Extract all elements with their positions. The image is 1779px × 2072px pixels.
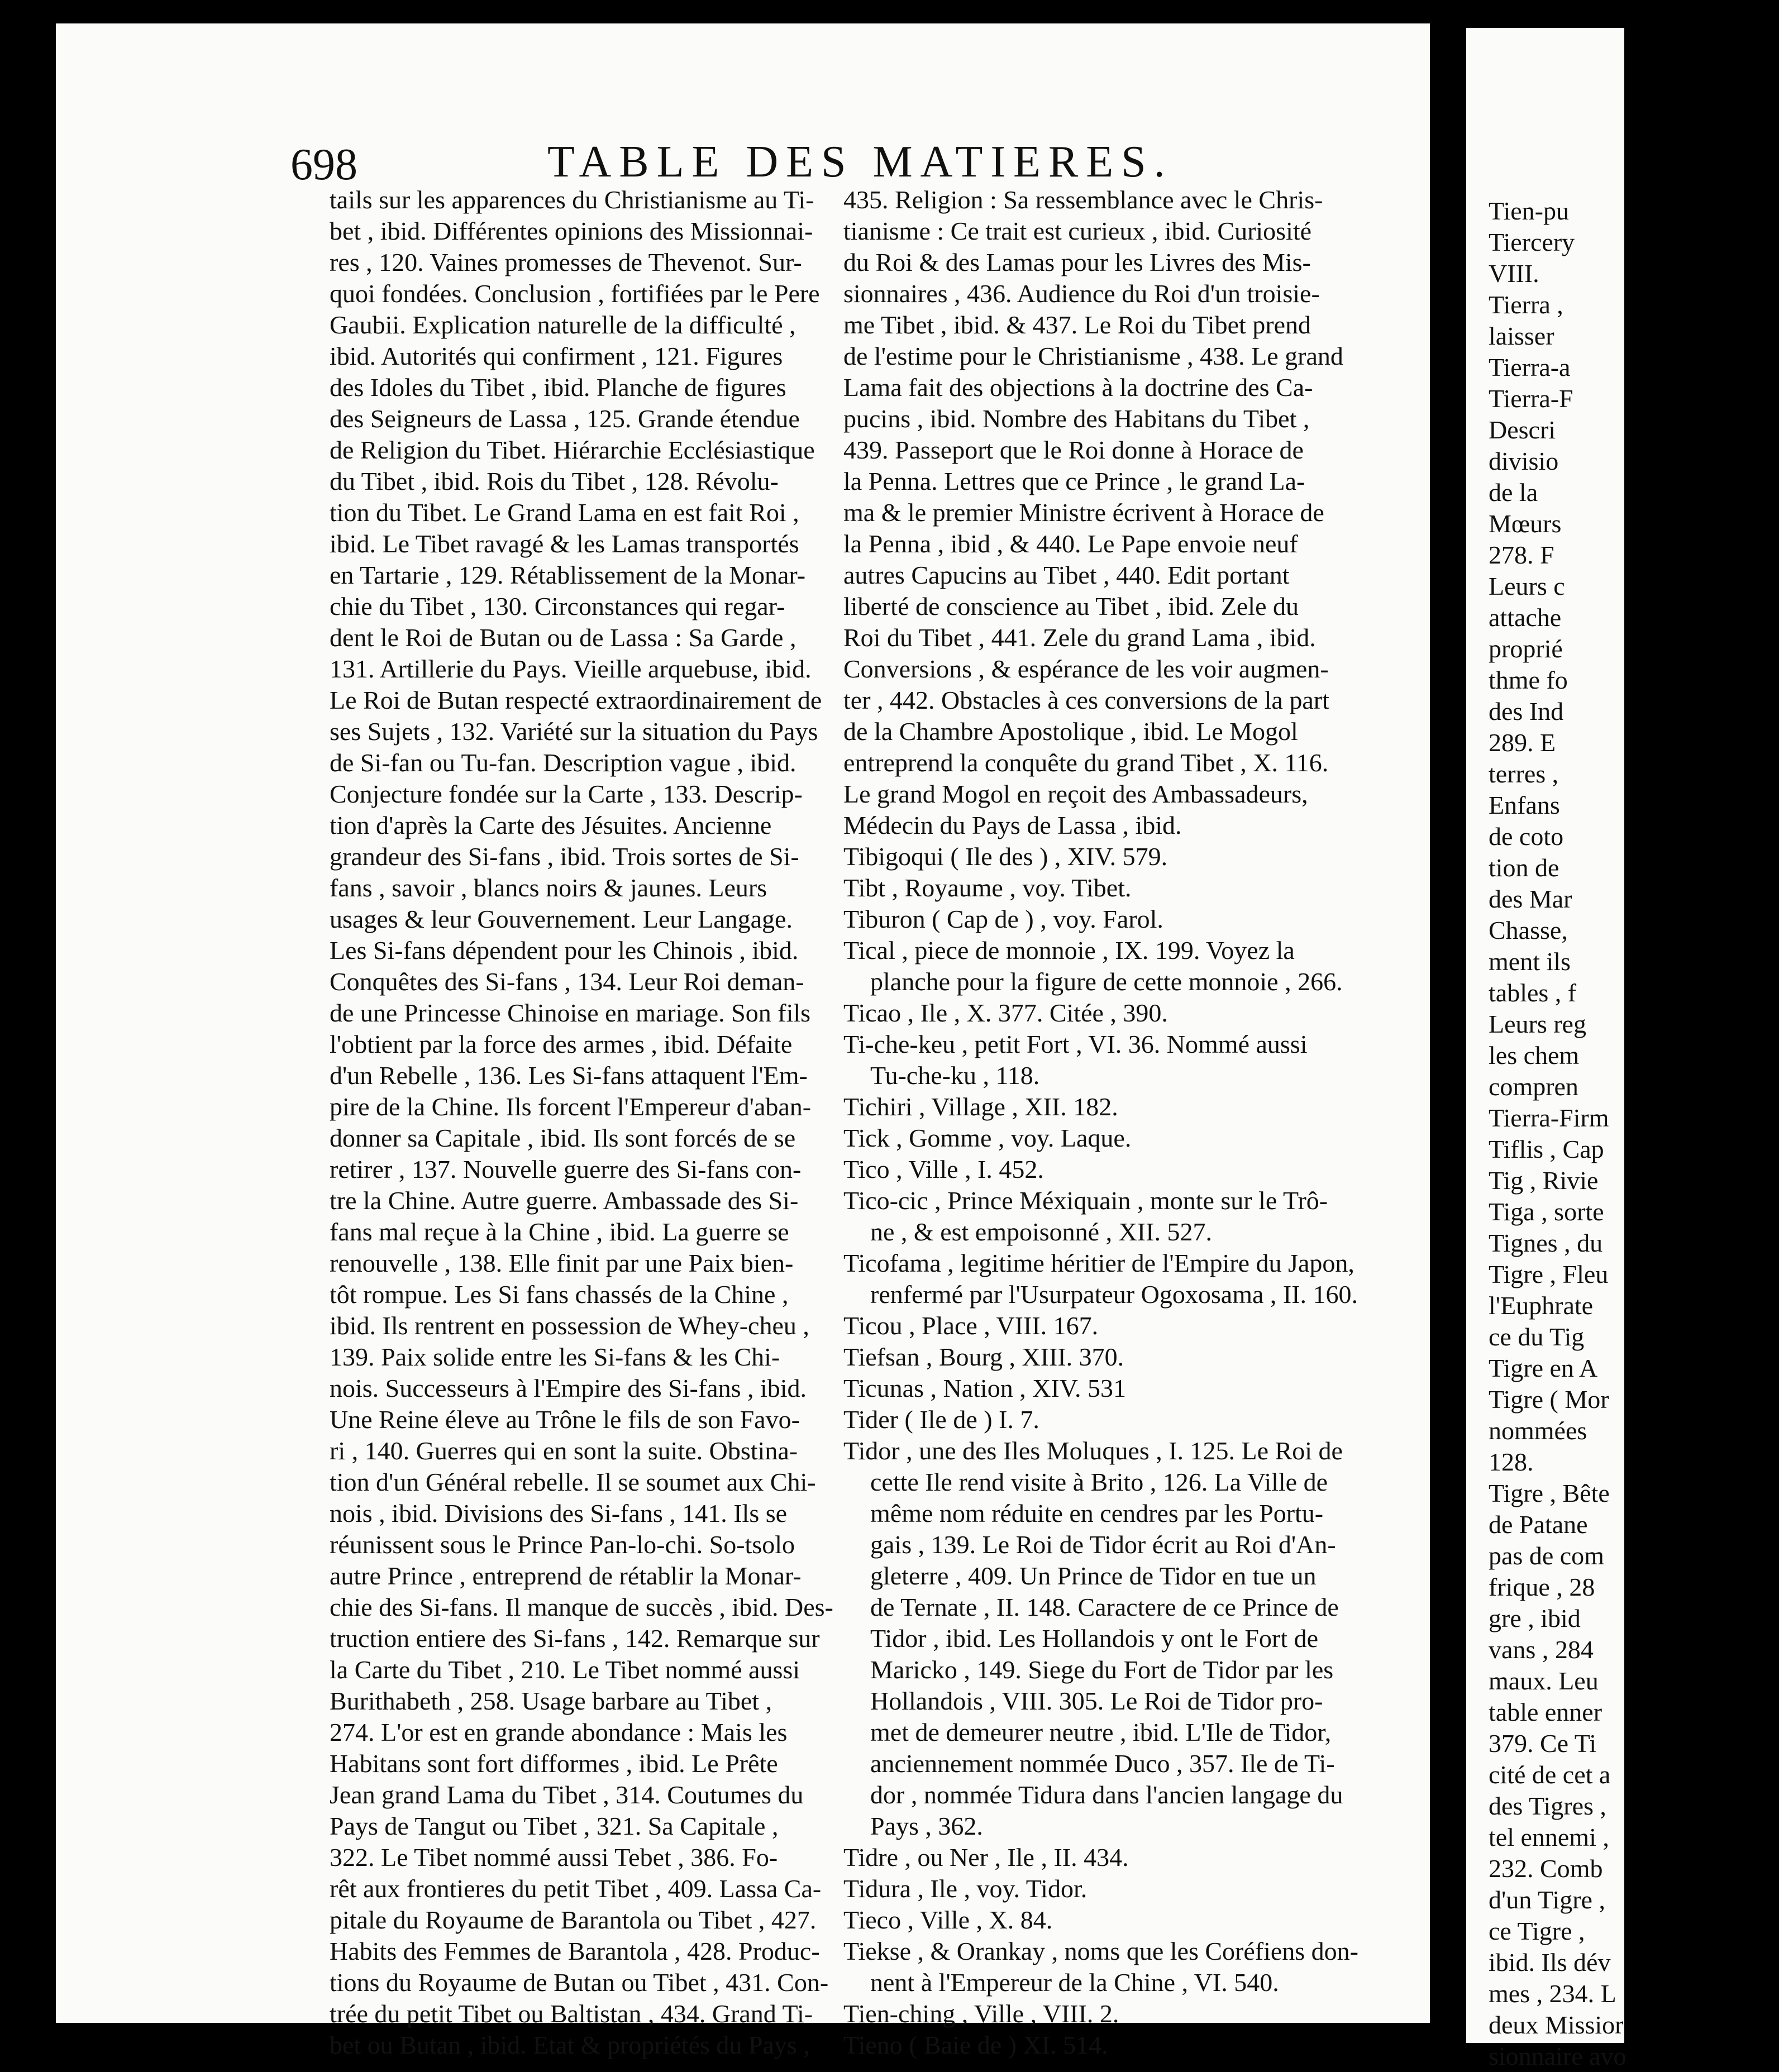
index-line: truction entiere des Si-fans , 142. Remarque sur	[330, 1624, 820, 1653]
index-line: de une Princesse Chinoise en mariage. Son fils	[330, 999, 811, 1027]
index-line: Tick , Gomme , voy. Laque.	[843, 1124, 1132, 1152]
index-line: anciennement nommée Duco , 357. Ile de Ti-	[870, 1749, 1335, 1778]
index-line: Tiekse , & Orankay , noms que les Coréfiens don-	[843, 1937, 1358, 1965]
index-line: Une Reine éleve au Trône le fils de son Favo-	[330, 1405, 800, 1434]
index-line: cité de cet a	[1489, 1760, 1611, 1789]
index-line: des Idoles du Tibet , ibid. Planche de figures	[330, 373, 786, 402]
index-line: sionnaires , 436. Audience du Roi d'un troisie-	[843, 279, 1320, 308]
index-line: Mœurs	[1489, 509, 1562, 538]
index-line: retirer , 137. Nouvelle guerre des Si-fans con-	[330, 1155, 802, 1183]
index-line: gleterre , 409. Un Prince de Tidor en tue un	[870, 1562, 1317, 1590]
index-line: de Ternate , II. 148. Caractere de ce Prince de	[870, 1593, 1339, 1621]
index-line: Ticou , Place , VIII. 167.	[843, 1311, 1099, 1340]
index-line: ne , & est empoisonné , XII. 527.	[870, 1218, 1212, 1246]
index-line: de Patane	[1489, 1510, 1588, 1539]
index-line: la Carte du Tibet , 210. Le Tibet nommé aussi	[330, 1655, 800, 1684]
index-line: met de demeurer neutre , ibid. L'Ile de Tidor,	[870, 1718, 1332, 1746]
page-number: 698	[290, 140, 357, 189]
index-line: chie des Si-fans. Il manque de succès , ibid. Des-	[330, 1593, 833, 1621]
right-page-fragment	[1466, 28, 1627, 2070]
index-line: Tical , piece de monnoie , IX. 199. Voyez la	[843, 936, 1295, 965]
index-line: tion de	[1489, 853, 1559, 882]
index-line: des Seigneurs de Lassa , 125. Grande étendue	[330, 404, 800, 433]
index-line: de Religion du Tibet. Hiérarchie Ecclésiastique	[330, 436, 815, 464]
index-line: trée du petit Tibet ou Baltistan , 434. Grand Ti-	[330, 1999, 813, 2028]
index-line: l'Euphrate	[1489, 1291, 1594, 1320]
index-line: Chasse,	[1489, 916, 1568, 944]
index-line: Conversions , & espérance de les voir augmen-	[843, 655, 1329, 683]
index-line: des Tigres ,	[1489, 1792, 1606, 1820]
index-line: tion du Tibet. Le Grand Lama en est fait Roi ,	[330, 498, 799, 527]
index-line: ment ils	[1489, 947, 1571, 976]
index-line: ses Sujets , 132. Variété sur la situation du Pays	[330, 717, 818, 746]
index-line: rêt aux frontieres du petit Tibet , 409. Lassa Ca-	[330, 1874, 822, 1903]
index-line: Tiga , sorte	[1489, 1197, 1604, 1226]
index-line: Médecin du Pays de Lassa , ibid.	[843, 811, 1182, 839]
index-line: Tierra-F	[1489, 384, 1573, 413]
index-line: Ticofama , legitime héritier de l'Empire du Japon,	[843, 1249, 1354, 1277]
index-line: 278. F	[1489, 541, 1554, 569]
index-line: 435. Religion : Sa ressemblance avec le Chris-	[843, 185, 1323, 214]
index-line: thme fo	[1489, 666, 1568, 694]
index-line: du Tibet , ibid. Rois du Tibet , 128. Révolu-	[330, 467, 779, 495]
index-line: de la Chambre Apostolique , ibid. Le Mogol	[843, 717, 1298, 746]
index-line: d'un Tigre ,	[1489, 1885, 1605, 1914]
index-line: res , 120. Vaines promesses de Thevenot. Sur-	[330, 248, 802, 276]
index-line: renfermé par l'Usurpateur Ogoxosama , II. 160.	[870, 1280, 1358, 1309]
index-line: 232. Comb	[1489, 1854, 1603, 1883]
index-line: l'obtient par la force des armes , ibid. Défaite	[330, 1030, 793, 1058]
index-line: Roi du Tibet , 441. Zele du grand Lama , ibid.	[843, 623, 1316, 652]
index-line: Leurs reg	[1489, 1010, 1586, 1038]
index-line: Pays de Tangut ou Tibet , 321. Sa Capitale ,	[330, 1812, 779, 1840]
index-line: de la	[1489, 478, 1538, 507]
index-line: divisio	[1489, 447, 1559, 475]
index-line: pire de la Chine. Ils forcent l'Empereur d'aban-	[330, 1092, 812, 1121]
index-line: du Roi & des Lamas pour les Livres des Mis-	[843, 248, 1311, 276]
index-line: Le Roi de Butan respecté extraordinairement de	[330, 686, 822, 714]
index-line: Burithabeth , 258. Usage barbare au Tibet ,	[330, 1687, 772, 1715]
index-line: 139. Paix solide entre les Si-fans & les Chi-	[330, 1343, 780, 1371]
index-line: autres Capucins au Tibet , 440. Edit portant	[843, 561, 1290, 589]
index-line: pitale du Royaume de Barantola ou Tibet , 427.	[330, 1906, 817, 1934]
index-line: renouvelle , 138. Elle finit par une Paix bien-	[330, 1249, 794, 1277]
index-line: tre la Chine. Autre guerre. Ambassade des Si-	[330, 1186, 799, 1215]
index-line: Le grand Mogol en reçoit des Ambassadeurs,	[843, 780, 1308, 808]
index-line: tables , f	[1489, 978, 1577, 1007]
index-line: Tico-cic , Prince Méxiquain , monte sur le Trô-	[843, 1186, 1328, 1215]
index-line: Tidre , ou Ner , Ile , II. 434.	[843, 1843, 1129, 1872]
index-line: tion d'un Général rebelle. Il se soumet aux Chi-	[330, 1468, 816, 1496]
index-line: Tiburon ( Cap de ) , voy. Farol.	[843, 905, 1163, 933]
index-line: des Ind	[1489, 697, 1564, 725]
index-line: 289. E	[1489, 728, 1556, 757]
index-line: bet , ibid. Différentes opinions des Missionnai-	[330, 217, 813, 245]
index-line: ibid. Le Tibet ravagé & les Lamas transportés	[330, 529, 799, 558]
index-line: bet ou Butan , ibid. Etat & propriétés du Pays ,	[330, 2031, 810, 2059]
page-title: TABLE DES MATIERES.	[547, 137, 1173, 187]
index-line: Gaubii. Explication naturelle de la difficulté ,	[330, 311, 796, 339]
index-line: ce Tigre ,	[1489, 1917, 1585, 1945]
index-line: maux. Leu	[1489, 1667, 1599, 1695]
index-line: Conjecture fondée sur la Carte , 133. Descrip-	[330, 780, 803, 808]
index-line: Tierra-a	[1489, 353, 1571, 381]
index-line: proprié	[1489, 634, 1563, 663]
index-line: vans , 284	[1489, 1635, 1594, 1664]
index-line: donner sa Capitale , ibid. Ils sont forcés de se	[330, 1124, 796, 1152]
index-line: Tien-pu	[1489, 197, 1569, 225]
index-line: gre , ibid	[1489, 1604, 1581, 1632]
index-line: Pays , 362.	[870, 1812, 983, 1840]
index-line: Ti-che-keu , petit Fort , VI. 36. Nommé aussi	[843, 1030, 1308, 1058]
index-line: deux Missior	[1489, 2011, 1624, 2039]
index-line: Conquêtes des Si-fans , 134. Leur Roi deman-	[330, 967, 804, 996]
index-line: pucins , ibid. Nombre des Habitans du Tibet ,	[843, 404, 1310, 433]
index-line: Tierra ,	[1489, 290, 1563, 319]
index-line: terres ,	[1489, 760, 1559, 788]
index-line: Tiefsan , Bourg , XIII. 370.	[843, 1343, 1124, 1371]
index-line: table enner	[1489, 1698, 1602, 1726]
index-line: Tigre , Fleu	[1489, 1260, 1609, 1288]
index-line: 274. L'or est en grande abondance : Mais les	[330, 1718, 788, 1746]
index-line: mes , 234. L	[1489, 1979, 1616, 2008]
index-line: tel ennemi ,	[1489, 1823, 1609, 1851]
index-line: quoi fondées. Conclusion , fortifiées par le Pere	[330, 279, 820, 308]
index-line: d'un Rebelle , 136. Les Si-fans attaquent l'Em-	[330, 1061, 808, 1090]
index-line: ibid. Ils rentrent en possession de Whey-cheu ,	[330, 1311, 809, 1340]
index-line: Tiercery	[1489, 228, 1575, 256]
index-line: grandeur des Si-fans , ibid. Trois sortes de Si-	[330, 842, 799, 871]
index-line: Tieno ( Baie de ) XI. 514.	[843, 2031, 1108, 2059]
index-line: tion d'après la Carte des Jésuites. Ancienne	[330, 811, 772, 839]
index-line: de l'estime pour le Christianisme , 438. Le grand	[843, 342, 1343, 370]
index-line: dent le Roi de Butan ou de Lassa : Sa Garde ,	[330, 623, 797, 652]
index-line: tions du Royaume de Butan ou Tibet , 431. Con-	[330, 1968, 829, 1997]
index-line: réunissent sous le Prince Pan-lo-chi. So-tsolo	[330, 1530, 795, 1559]
index-line: autre Prince , entreprend de rétablir la Monar-	[330, 1562, 802, 1590]
index-line: planche pour la figure de cette monnoie , 266.	[870, 967, 1343, 996]
index-line: frique , 28	[1489, 1573, 1595, 1601]
index-line: ter , 442. Obstacles à ces conversions de la part	[843, 686, 1329, 714]
index-line: en Tartarie , 129. Rétablissement de la Monar-	[330, 561, 806, 589]
index-line: Tico , Ville , I. 452.	[843, 1155, 1044, 1183]
index-line: Leurs c	[1489, 572, 1565, 600]
index-line: chie du Tibet , 130. Circonstances qui regar-	[330, 592, 785, 620]
index-line: Jean grand Lama du Tibet , 314. Coutumes du	[330, 1780, 804, 1809]
index-line: Tibt , Royaume , voy. Tibet.	[843, 873, 1132, 902]
index-line: 322. Le Tibet nommé aussi Tebet , 386. Fo-	[330, 1843, 778, 1872]
index-line: Tiflis , Cap	[1489, 1135, 1604, 1163]
index-line: 439. Passeport que le Roi donne à Horace de	[843, 436, 1304, 464]
index-column-middle	[843, 184, 1363, 2061]
index-line: VIII.	[1489, 259, 1539, 288]
index-line: Tigre en A	[1489, 1354, 1598, 1382]
index-line: Habitans sont fort difformes , ibid. Le Prête	[330, 1749, 778, 1778]
index-line: la Penna , ibid , & 440. Le Pape envoie neuf	[843, 529, 1298, 558]
index-line: attache	[1489, 603, 1562, 632]
index-line: Descri	[1489, 416, 1556, 444]
index-line: des Mar	[1489, 885, 1572, 913]
index-line: Tien-ching , Ville , VIII. 2.	[843, 1999, 1119, 2028]
index-line: de coto	[1489, 822, 1564, 851]
index-line: Tider ( Ile de ) I. 7.	[843, 1405, 1039, 1434]
index-line: Ticao , Ile , X. 377. Citée , 390.	[843, 999, 1168, 1027]
index-line: Tieco , Ville , X. 84.	[843, 1906, 1053, 1934]
index-line: sionnaire avo	[1489, 2042, 1627, 2070]
index-line: tianisme : Ce trait est curieux , ibid. Curiosité	[843, 217, 1312, 245]
index-line: Lama fait des objections à la doctrine des Ca-	[843, 373, 1313, 402]
index-line: ma & le premier Ministre écrivent à Horace de	[843, 498, 1324, 527]
index-line: gais , 139. Le Roi de Tidor écrit au Roi d'An-	[870, 1530, 1336, 1559]
index-line: Ticunas , Nation , XIV. 531	[843, 1374, 1127, 1402]
index-line: nois , ibid. Divisions des Si-fans , 141. Ils se	[330, 1499, 788, 1527]
index-line: usages & leur Gouvernement. Leur Langage.	[330, 905, 793, 933]
index-line: me Tibet , ibid. & 437. Le Roi du Tibet prend	[843, 311, 1311, 339]
index-line: Tidor , une des Iles Moluques , I. 125. Le Roi de	[843, 1436, 1343, 1465]
index-line: laisser	[1489, 322, 1554, 350]
index-line: la Penna. Lettres que ce Prince , le grand La-	[843, 467, 1305, 495]
index-line: Les Si-fans dépendent pour les Chinois , ibid.	[330, 936, 799, 965]
index-line: Tigre ( Mor	[1489, 1385, 1609, 1414]
index-line: même nom réduite en cendres par les Portu-	[870, 1499, 1324, 1527]
index-line: cette Ile rend visite à Brito , 126. La Ville de	[870, 1468, 1328, 1496]
index-line: Enfans	[1489, 791, 1560, 819]
index-line: Hollandois , VIII. 305. Le Roi de Tidor pro-	[870, 1687, 1323, 1715]
index-line: Tierra-Firm	[1489, 1104, 1609, 1132]
index-line: Tidura , Ile , voy. Tidor.	[843, 1874, 1088, 1903]
index-line: 131. Artillerie du Pays. Vieille arquebuse, ibid.	[330, 655, 812, 683]
index-line: nent à l'Empereur de la Chine , VI. 540.	[870, 1968, 1279, 1997]
index-line: Maricko , 149. Siege du Fort de Tidor par les	[870, 1655, 1334, 1684]
index-line: de Si-fan ou Tu-fan. Description vague , ibid.	[330, 748, 797, 777]
index-line: ri , 140. Guerres qui en sont la suite. Obstina-	[330, 1436, 798, 1465]
index-line: les chem	[1489, 1041, 1580, 1070]
index-line: dor , nommée Tidura dans l'ancien langage du	[870, 1780, 1343, 1809]
index-column-left	[330, 184, 833, 2061]
index-line: 379. Ce Ti	[1489, 1729, 1597, 1758]
index-line: nois. Successeurs à l'Empire des Si-fans , ibid.	[330, 1374, 807, 1402]
index-line: nommées	[1489, 1416, 1587, 1445]
index-line: ibid. Autorités qui confirment , 121. Figures	[330, 342, 783, 370]
index-line: ce du Tig	[1489, 1323, 1585, 1351]
index-line: Habits des Femmes de Barantola , 428. Produc-	[330, 1937, 820, 1965]
index-line: Tibigoqui ( Ile des ) , XIV. 579.	[843, 842, 1168, 871]
index-line: Tignes , du	[1489, 1229, 1603, 1257]
index-line: fans , savoir , blancs noirs & jaunes. Leurs	[330, 873, 767, 902]
index-line: entreprend la conquête du grand Tibet , X. 116.	[843, 748, 1329, 777]
index-line: Tichiri , Village , XII. 182.	[843, 1092, 1118, 1121]
index-line: ibid. Ils dév	[1489, 1948, 1611, 1976]
index-line: Tig , Rivie	[1489, 1166, 1599, 1195]
index-line: tails sur les apparences du Christianisme au Ti-	[330, 185, 814, 214]
index-line: Tigre , Bête	[1489, 1479, 1610, 1507]
index-line: 128.	[1489, 1448, 1534, 1476]
index-line: fans mal reçue à la Chine , ibid. La guerre se	[330, 1218, 789, 1246]
index-line: liberté de conscience au Tibet , ibid. Zele du	[843, 592, 1299, 620]
index-line: Tu-che-ku , 118.	[870, 1061, 1040, 1090]
index-line: compren	[1489, 1072, 1578, 1101]
index-column-right-fragment	[1489, 195, 1779, 2072]
index-line: tôt rompue. Les Si fans chassés de la Chine ,	[330, 1280, 789, 1309]
index-line: Tidor , ibid. Les Hollandois y ont le Fort de	[870, 1624, 1319, 1653]
index-line: pas de com	[1489, 1541, 1604, 1570]
